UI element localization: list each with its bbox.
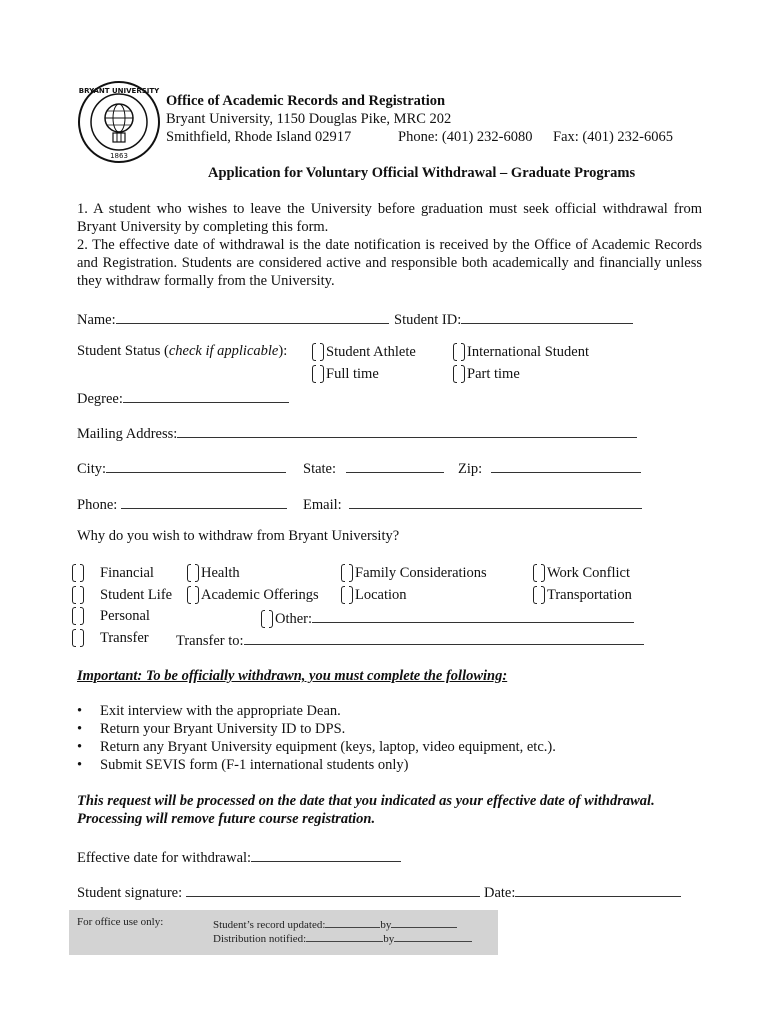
reason-transportation[interactable]: Transportation [533,586,632,604]
date-label: Date: [484,885,516,901]
degree-label: Degree: [77,391,123,407]
transfer-to-field[interactable] [176,629,644,650]
email-field[interactable] [303,493,642,514]
city-field[interactable] [77,457,286,478]
office-use-label: For office use only: [77,916,164,928]
status-international-student[interactable]: International Student [453,343,589,361]
distribution-field[interactable]: Distribution notified: by [213,930,472,945]
state-line[interactable] [346,457,444,473]
status-student-athlete[interactable]: Student Athlete [312,343,416,361]
zip-line[interactable] [491,457,641,473]
checkbox[interactable] [453,365,465,381]
other-line[interactable] [312,607,634,623]
reason-work-conflict[interactable]: Work Conflict [533,564,630,582]
name-field[interactable] [77,308,389,329]
office-use-box [69,910,498,955]
record-updated-field[interactable]: Student’s record updated: by [213,916,457,931]
important-heading: Important: To be officially withdrawn, you must complete the following: [77,668,508,684]
processing-notice-2: Processing will remove future course registration. [77,811,376,827]
phone-label: Phone: [77,497,118,513]
distribution-line[interactable] [306,930,383,942]
effective-date-line[interactable] [251,846,401,862]
address-line-1: Bryant University, 1150 Douglas Pike, MRC 202 [166,111,452,127]
office-phone: Phone: (401) 232-6080 [398,129,533,145]
student-id-label: Student ID: [394,312,462,328]
status-hint: check if applicable [168,343,279,359]
signature-line[interactable] [186,881,480,897]
reason-financial[interactable]: Financial [72,564,154,582]
checkbox[interactable] [533,564,545,580]
checkbox[interactable] [312,343,324,359]
address-line-2: Smithfield, Rhode Island 02917 [166,129,352,145]
date-field[interactable] [484,881,681,902]
distribution-by-line[interactable] [394,930,472,942]
student-id-field[interactable] [394,308,633,329]
withdraw-reason-question: Why do you wish to withdraw from Bryant University? [77,528,400,544]
reason-personal[interactable]: Personal [72,607,150,625]
list-item: • Exit interview with the appropriate Dean. [77,702,556,720]
record-updated-line[interactable] [325,916,380,928]
date-line[interactable] [515,881,681,897]
checkbox[interactable] [341,586,353,602]
intro-paragraph-2: 2. The effective date of withdrawal is the date notification is received by the Office of Academic Records and Registration. Students are considered active and responsible both academically and financially unless they withdraw formally from the University. [77,237,702,289]
checkbox[interactable] [187,586,199,602]
checkbox[interactable] [312,365,324,381]
university-seal [77,80,161,164]
checkbox[interactable] [187,564,199,580]
state-field[interactable] [303,457,444,478]
mailing-address-label: Mailing Address: [77,426,178,442]
svg-text:1863: 1863 [110,152,128,160]
transfer-to-label: Transfer to: [176,633,244,649]
checkbox[interactable] [453,343,465,359]
reason-transfer[interactable]: Transfer [72,629,149,647]
signature-label: Student signature: [77,885,183,901]
checkbox[interactable] [72,629,84,645]
state-label: State: [303,461,337,477]
reason-family[interactable]: Family Considerations [341,564,487,582]
effective-date-field[interactable] [77,846,401,867]
phone-field[interactable] [77,493,287,514]
checkbox[interactable] [72,564,84,580]
student-id-line[interactable] [461,308,633,324]
effective-date-label: Effective date for withdrawal: [77,850,252,866]
mailing-address-field[interactable] [77,422,637,443]
list-item: • Return your Bryant University ID to DPS. [77,720,556,738]
city-line[interactable] [106,457,286,473]
checkbox[interactable] [72,607,84,623]
city-label: City: [77,461,107,477]
form-title: Application for Voluntary Official Withdrawal – Graduate Programs [208,165,636,181]
status-part-time[interactable]: Part time [453,365,520,383]
status-full-time[interactable]: Full time [312,365,379,383]
reason-other[interactable]: Other: [261,607,634,628]
degree-line[interactable] [123,387,289,403]
name-line[interactable] [116,308,389,324]
reason-health[interactable]: Health [187,564,240,582]
requirements-list [77,702,556,774]
mailing-address-line[interactable] [177,422,637,438]
name-label: Name: [77,312,116,328]
phone-line[interactable] [121,493,287,509]
email-line[interactable] [349,493,642,509]
email-label: Email: [303,497,342,513]
student-status-label: Student Status (check if applicable): [77,343,288,359]
zip-field[interactable] [458,457,641,478]
zip-label: Zip: [458,461,483,477]
processing-notice-1: This request will be processed on the date that you indicated as your effective date of withdrawal. [77,793,655,809]
list-item: • Submit SEVIS form (F-1 international students only) [77,756,556,774]
reason-academic-offerings[interactable]: Academic Offerings [187,586,319,604]
intro-paragraph-1: 1. A student who wishes to leave the University before graduation must seek official withdrawal from Bryant University by completing this form. [77,201,702,235]
reason-student-life[interactable]: Student Life [72,586,172,604]
office-name: Office of Academic Records and Registration [166,93,446,109]
reason-location[interactable]: Location [341,586,407,604]
checkbox[interactable] [533,586,545,602]
signature-field[interactable] [77,881,480,902]
record-updated-by-line[interactable] [391,916,457,928]
degree-field[interactable] [77,387,289,408]
office-fax: Fax: (401) 232-6065 [553,129,674,145]
checkbox[interactable] [341,564,353,580]
transfer-to-line[interactable] [244,629,644,645]
list-item: • Return any Bryant University equipment (keys, laptop, video equipment, etc.). [77,738,556,756]
checkbox[interactable] [261,610,273,626]
checkbox[interactable] [72,586,84,602]
svg-text:BRYANT UNIVERSITY: BRYANT UNIVERSITY [78,87,160,95]
